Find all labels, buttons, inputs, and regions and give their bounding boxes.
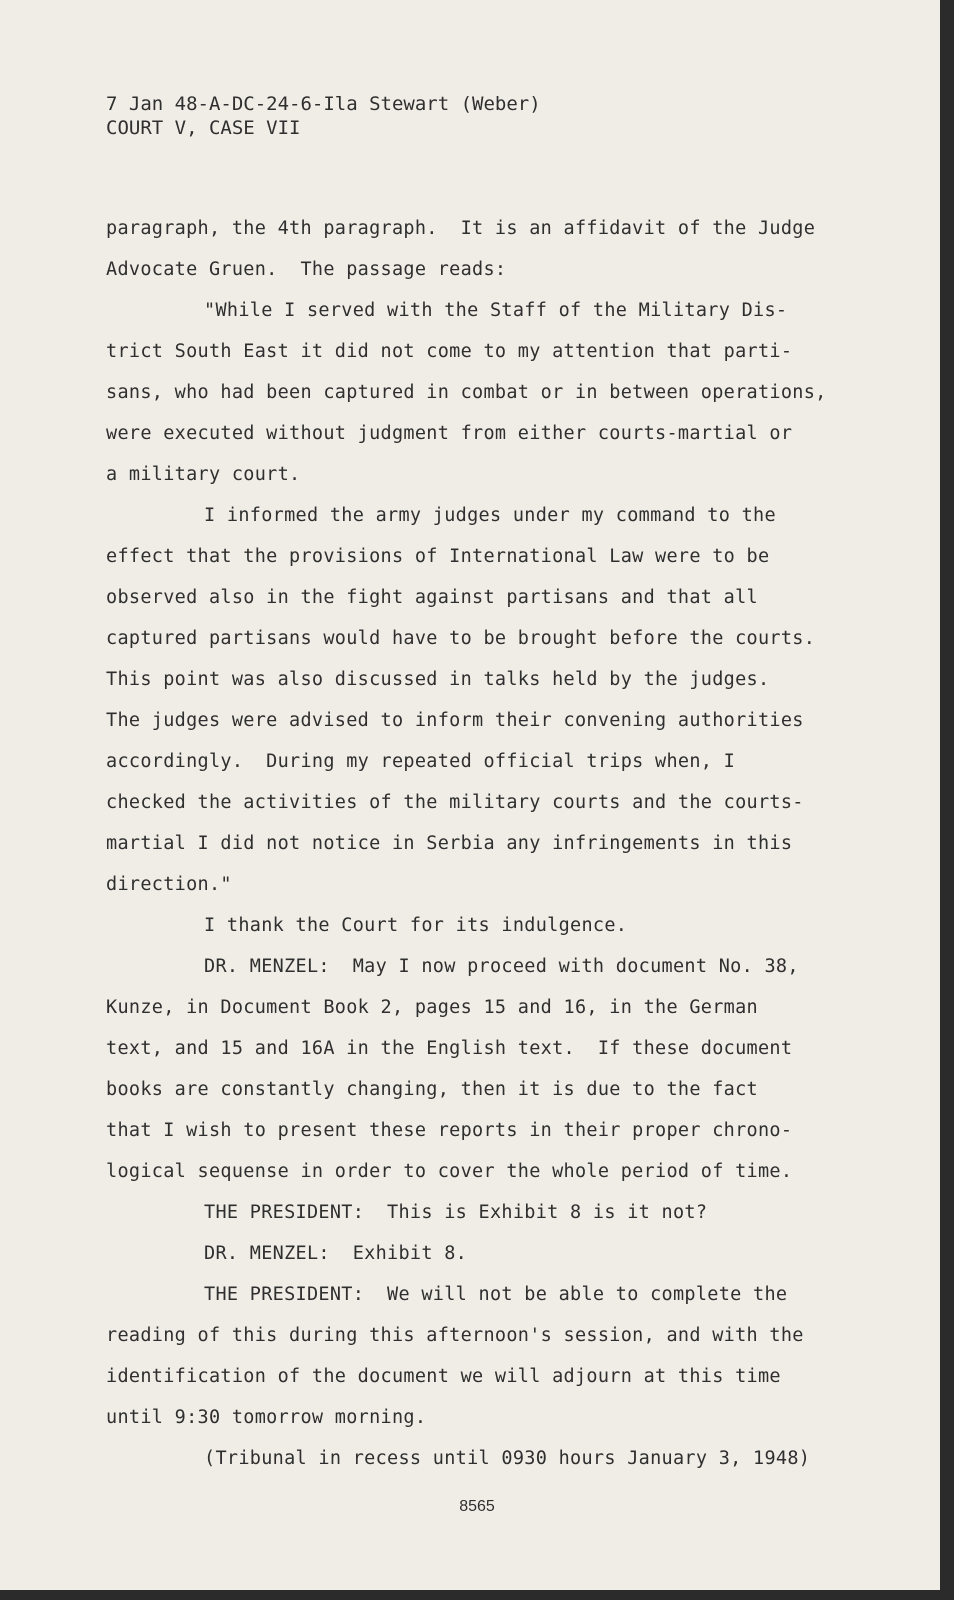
transcript-line: I thank the Court for its indulgence. xyxy=(204,915,628,936)
transcript-line: a military court. xyxy=(106,464,301,485)
transcript-line: text, and 15 and 16A in the English text. If these document xyxy=(106,1038,793,1059)
transcript-line: DR. MENZEL: May I now proceed with document No. 38, xyxy=(204,956,799,977)
transcript-line: captured partisans would have to be brought before the courts. xyxy=(106,628,816,649)
transcript-line: THE PRESIDENT: We will not be able to complete the xyxy=(204,1284,788,1305)
transcript-line: trict South East it did not come to my attention that parti- xyxy=(106,341,793,362)
transcript-line: accordingly. During my repeated official trips when, I xyxy=(106,751,736,772)
header-reference-line: 7 Jan 48-A-DC-24-6-Ila Stewart (Weber) xyxy=(106,93,541,115)
transcript-line: Kunze, in Document Book 2, pages 15 and 16, in the German xyxy=(106,997,758,1018)
transcript-line: paragraph, the 4th paragraph. It is an affidavit of the Judge xyxy=(106,218,816,239)
header-court-line: COURT V, CASE VII xyxy=(106,117,301,139)
transcript-body xyxy=(106,208,876,1479)
transcript-line: direction." xyxy=(106,874,232,895)
page-header xyxy=(106,92,541,140)
transcript-line: checked the activities of the military courts and the courts- xyxy=(106,792,804,813)
transcript-line: that I wish to present these reports in their proper chrono- xyxy=(106,1120,793,1141)
transcript-line: The judges were advised to inform their convening authorities xyxy=(106,710,804,731)
transcript-line: DR. MENZEL: Exhibit 8. xyxy=(204,1243,468,1264)
transcript-line: I informed the army judges under my command to the xyxy=(204,505,776,526)
transcript-line: were executed without judgment from either courts-martial or xyxy=(106,423,793,444)
transcript-line: "While I served with the Staff of the Military Dis- xyxy=(204,300,788,321)
transcript-line: martial I did not notice in Serbia any infringements in this xyxy=(106,833,793,854)
transcript-line: identification of the document we will adjourn at this time xyxy=(106,1366,781,1387)
transcript-line: THE PRESIDENT: This is Exhibit 8 is it not? xyxy=(204,1202,708,1223)
transcript-line: (Tribunal in recess until 0930 hours January 3, 1948) xyxy=(204,1448,811,1469)
transcript-line: books are constantly changing, then it is due to the fact xyxy=(106,1079,758,1100)
transcript-line: until 9:30 tomorrow morning. xyxy=(106,1407,427,1428)
page-number: 8565 xyxy=(459,1498,495,1515)
transcript-line: reading of this during this afternoon's session, and with the xyxy=(106,1325,804,1346)
transcript-line: This point was also discussed in talks held by the judges. xyxy=(106,669,770,690)
transcript-line: effect that the provisions of International Law were to be xyxy=(106,546,770,567)
transcript-line: Advocate Gruen. The passage reads: xyxy=(106,259,507,280)
transcript-line: observed also in the fight against partisans and that all xyxy=(106,587,758,608)
transcript-line: logical sequense in order to cover the whole period of time. xyxy=(106,1161,793,1182)
transcript-line: sans, who had been captured in combat or in between operations, xyxy=(106,382,827,403)
